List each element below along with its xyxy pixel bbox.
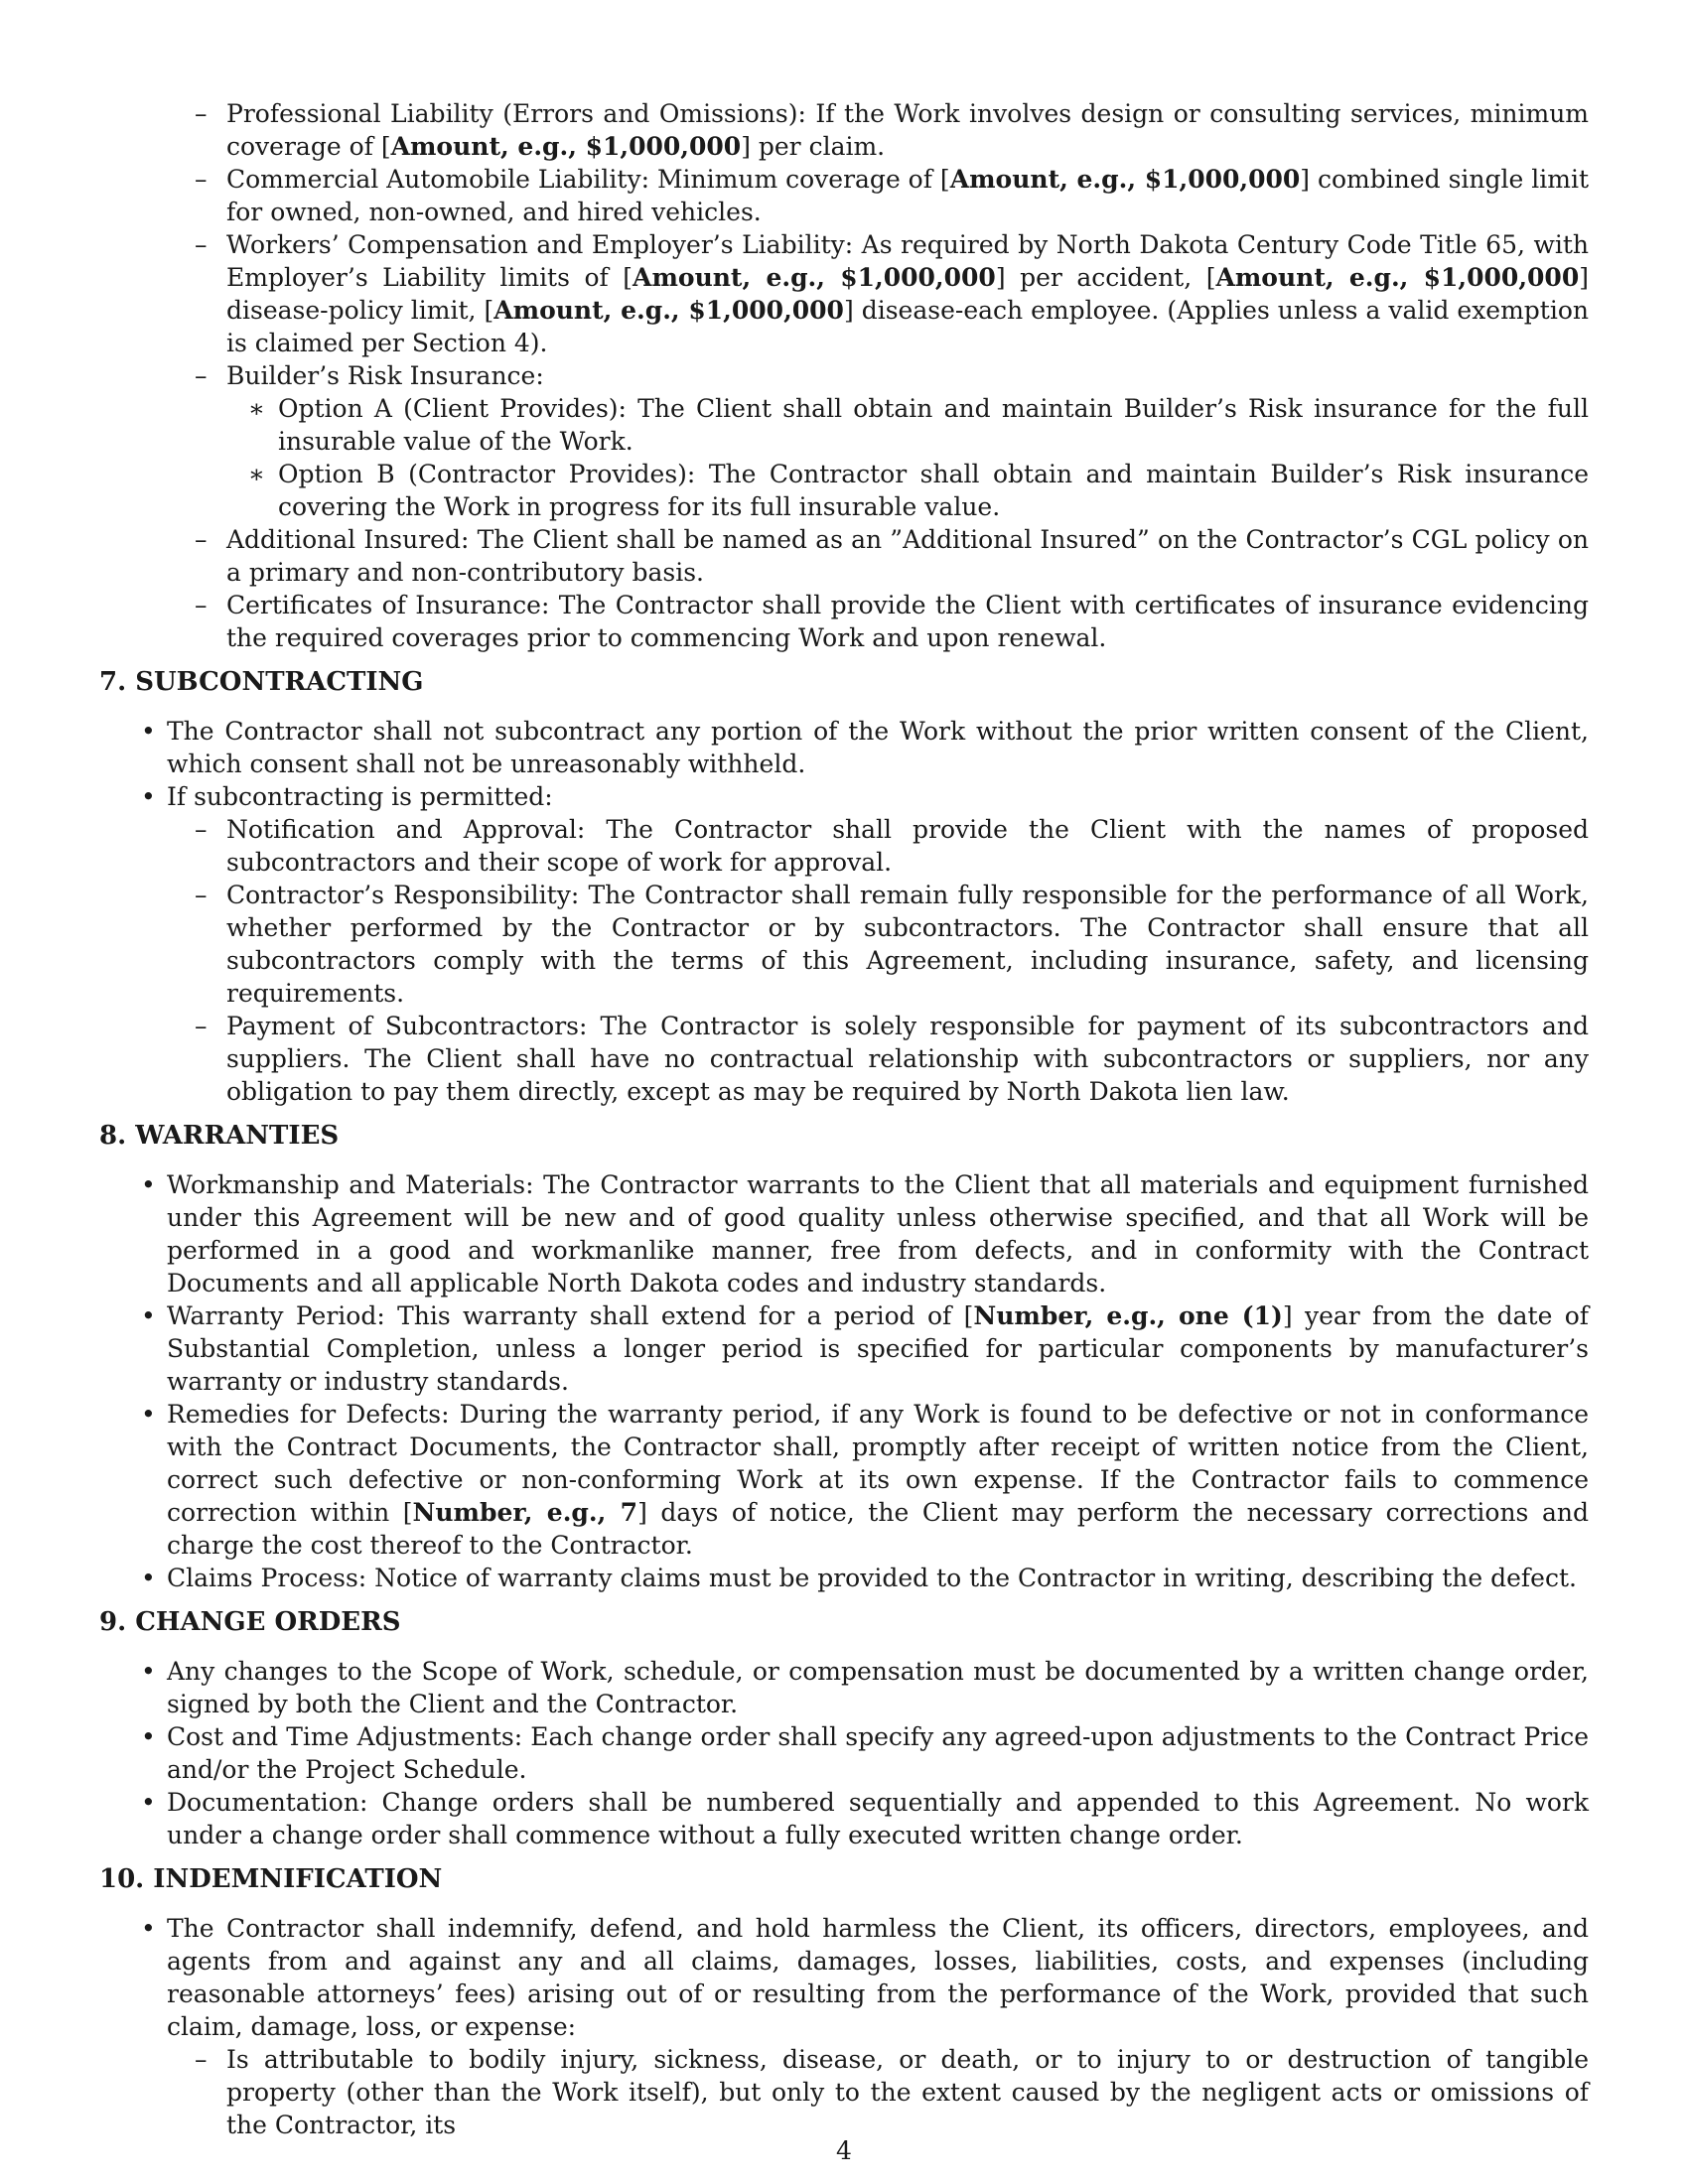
dash-marker: –: [195, 99, 208, 128]
dash-marker: –: [195, 165, 208, 194]
page-number: 4: [836, 2136, 852, 2165]
list-item: • Warranty Period: This warranty shall extend for a period of [Number, e.g., one (1)] year from the date of Substantial Completion, unless a longer period is specified for particular components by manufacturer’s warranty or industry standards.: [141, 1301, 1590, 1396]
dash-marker: –: [195, 525, 208, 554]
bullet-marker: •: [141, 1657, 156, 1686]
star-marker: ∗: [248, 460, 265, 488]
dash-marker: –: [195, 2045, 208, 2074]
list-item: – Workers’ Compensation and Employer’s Liability: As required by North Dakota Century Code Title 65, with Employer’s Liability limits of [Amount, e.g., $1,000,000] per accident, [Amount, e.g., $1,000,000] disease-policy limit, [Amount, e.g., $1,000,000] disease-each employee. (Applies unless a valid exemption is claimed per Section 4).: [195, 230, 1589, 357]
list-item: • Documentation: Change orders shall be numbered sequentially and appended to this Agreement. No work under a change order shall commence without a fully executed written change order.: [141, 1788, 1589, 1849]
list-item: • Cost and Time Adjustments: Each change order shall specify any agreed-upon adjustments to the Contract Price and/or the Project Schedule.: [141, 1722, 1589, 1784]
list-item: ∗ Option A (Client Provides): The Client shall obtain and maintain Builder’s Risk insurance for the full insurable value of the Work.: [248, 394, 1589, 456]
list-item: – Is attributable to bodily injury, sickness, disease, or death, or to injury to or destruction of tangible property (other than the Work itself), but only to the extent caused by the negligent acts or omissions of the Contractor, its: [195, 2045, 1589, 2139]
section-heading-change-orders: 9. CHANGE ORDERS: [99, 1607, 401, 1637]
section-heading-subcontracting: 7. SUBCONTRACTING: [99, 667, 424, 697]
list-item: – Certificates of Insurance: The Contractor shall provide the Client with certificates of insurance evidencing the required coverages prior to commencing Work and upon renewal.: [195, 591, 1589, 652]
dash-marker: –: [195, 881, 208, 909]
dash-marker: –: [195, 1012, 208, 1040]
bullet-marker: •: [141, 782, 156, 811]
dash-marker: –: [195, 361, 208, 390]
bullet-marker: •: [141, 1914, 156, 1943]
document-body: [99, 97, 1589, 2141]
list-item: • Claims Process: Notice of warranty claims must be provided to the Contractor in writing, describing the defect.: [141, 1564, 1577, 1592]
bullet-marker: •: [141, 1170, 156, 1199]
list-item: – Payment of Subcontractors: The Contractor is solely responsible for payment of its subcontractors and suppliers. The Client shall have no contractual relationship with subcontractors or suppliers, nor any obligation to pay them directly, except as may be required by North Dakota lien law.: [195, 1012, 1589, 1106]
dash-marker: –: [195, 591, 208, 619]
bullet-marker: •: [141, 1722, 156, 1751]
list-item: – Additional Insured: The Client shall be named as an ”Additional Insured” on the Contractor’s CGL policy on a primary and non-contributory basis.: [195, 525, 1589, 587]
dash-marker: –: [195, 815, 208, 844]
list-item: ∗ Option B (Contractor Provides): The Contractor shall obtain and maintain Builder’s Risk insurance covering the Work in progress for its full insurable value.: [248, 460, 1589, 521]
list-item: • Any changes to the Scope of Work, schedule, or compensation must be documented by a written change order, signed by both the Client and the Contractor.: [141, 1657, 1589, 1718]
list-item: – Commercial Automobile Liability: Minimum coverage of [Amount, e.g., $1,000,000] combined single limit for owned, non-owned, and hired vehicles.: [195, 165, 1590, 226]
list-item: • The Contractor shall indemnify, defend, and hold harmless the Client, its officers, directors, employees, and agents from and against any and all claims, damages, losses, liabilities, costs, and expenses (including reasonable attorneys’ fees) arising out of or resulting from the performance of the Work, provided that such claim, damage, loss, or expense:: [141, 1914, 1589, 2041]
list-item: – Builder’s Risk Insurance:: [195, 361, 544, 390]
dash-marker: –: [195, 230, 208, 259]
section-heading-warranties: 8. WARRANTIES: [99, 1121, 340, 1151]
list-item: – Notification and Approval: The Contractor shall provide the Client with the names of proposed subcontractors and their scope of work for approval.: [195, 815, 1589, 877]
bullet-marker: •: [141, 1301, 156, 1330]
list-item: – Contractor’s Responsibility: The Contractor shall remain fully responsible for the performance of all Work, whether performed by the Contractor or by subcontractors. The Contractor shall ensure that all subcontractors comply with the terms of this Agreement, including insurance, safety, and licensing requirements.: [195, 881, 1589, 1008]
bullet-marker: •: [141, 1564, 156, 1592]
list-item: • If subcontracting is permitted:: [141, 782, 553, 811]
bullet-marker: •: [141, 1788, 156, 1817]
star-marker: ∗: [248, 394, 265, 423]
section-heading-indemnification: 10. INDEMNIFICATION: [99, 1864, 443, 1894]
bullet-marker: •: [141, 717, 156, 746]
list-item: – Professional Liability (Errors and Omissions): If the Work involves design or consulting services, minimum coverage of [Amount, e.g., $1,000,000] per claim.: [195, 99, 1589, 161]
list-item: • Remedies for Defects: During the warranty period, if any Work is found to be defective or not in conformance with the Contract Documents, the Contractor shall, promptly after receipt of written notice from the Client, correct such defective or non-conforming Work at its own expense. If the Contractor fails to commence correction within [Number, e.g., 7] days of notice, the Client may perform the necessary corrections and charge the cost thereof to the Contractor.: [141, 1400, 1589, 1560]
bullet-marker: •: [141, 1400, 156, 1429]
list-item: • The Contractor shall not subcontract any portion of the Work without the prior written consent of the Client, which consent shall not be unreasonably withheld.: [141, 717, 1589, 778]
list-item: • Workmanship and Materials: The Contractor warrants to the Client that all materials and equipment furnished under this Agreement will be new and of good quality unless otherwise specified, and that all Work will be performed in a good and workmanlike manner, free from defects, and in conformity with the Contract Documents and all applicable North Dakota codes and industry standards.: [141, 1170, 1589, 1297]
